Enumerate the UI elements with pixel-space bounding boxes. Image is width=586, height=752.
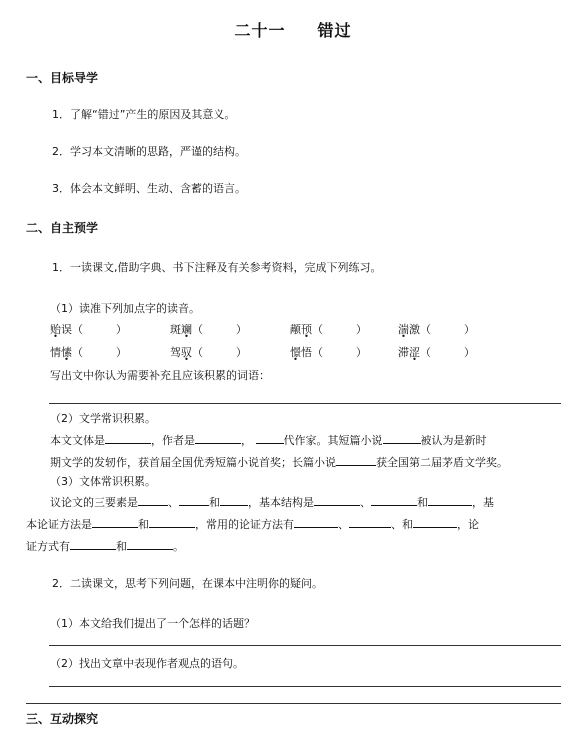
- pinyin-item: 憬悟（ ）: [290, 346, 367, 359]
- sub-question-pronunciation: （1）读准下列加点字的读音。: [50, 302, 200, 315]
- goal-item: 1．了解“错过”产生的原因及其意义。: [52, 108, 236, 121]
- section-heading-goals: 一、目标导学: [26, 71, 99, 85]
- answer-blank[interactable]: （ ）: [192, 346, 247, 359]
- task-2: 2．二读课文，思考下列问题，在课本中注明你的疑问。: [52, 577, 323, 590]
- answer-blank[interactable]: （ ）: [72, 323, 127, 336]
- dotted-char: 涩: [409, 346, 420, 359]
- literature-line-1: 本文文体是 ，作者是 ， 代作家。其短篇小说 被认为是新时: [50, 434, 487, 447]
- answer-blank[interactable]: （ ）: [420, 346, 475, 359]
- fill-blank[interactable]: [195, 432, 241, 444]
- pinyin-item: 贻误（ ）: [50, 323, 127, 336]
- genre-line-3: 证方式有 和 。: [26, 540, 184, 553]
- section-divider: [26, 703, 561, 704]
- sub-question-genre: （3）文体常识积累。: [50, 475, 156, 488]
- answer-line[interactable]: [49, 645, 561, 646]
- pinyin-item: 颟顸（ ）: [290, 323, 367, 336]
- title-text: 错过: [317, 21, 352, 40]
- pinyin-item: 斑斓（ ）: [170, 323, 247, 336]
- fill-blank[interactable]: [336, 454, 376, 466]
- answer-blank[interactable]: （ ）: [312, 346, 367, 359]
- sub-question-literature: （2）文学常识积累。: [50, 412, 156, 425]
- title-number: 二十一: [234, 21, 286, 40]
- pinyin-item: 湍激（ ）: [398, 323, 475, 336]
- genre-line-1: 议论文的三要素是 、 和 ，基本结构是 、 和 ，基: [50, 496, 494, 509]
- genre-line-2: 本论证方法是 和 ，常用的论证方法有 、 、和 ，论: [26, 518, 479, 531]
- literature-line-2: 期文学的发轫作，获首届全国优秀短篇小说首奖；长篇小说 获全国第二届茅盾文学奖。: [50, 456, 508, 469]
- answer-blank[interactable]: （ ）: [192, 323, 247, 336]
- dotted-char: 斓: [181, 323, 192, 336]
- pinyin-item: 驾驭（ ）: [170, 346, 247, 359]
- fill-blank[interactable]: [149, 516, 195, 528]
- answer-line[interactable]: [49, 686, 561, 687]
- fill-blank[interactable]: [105, 432, 151, 444]
- answer-line[interactable]: [49, 403, 561, 404]
- fill-blank[interactable]: [428, 494, 472, 506]
- fill-blank[interactable]: [220, 494, 248, 506]
- fill-blank[interactable]: [294, 516, 338, 528]
- dotted-char: 顸: [301, 323, 312, 336]
- section-heading-inquiry: 三、互动探究: [26, 712, 99, 726]
- fill-blank[interactable]: [70, 538, 116, 550]
- question-topic: （1）本文给我们提出了一个怎样的话题？: [50, 617, 255, 630]
- pinyin-item: 情愫（ ）: [50, 346, 127, 359]
- fill-blank[interactable]: [383, 432, 421, 444]
- fill-blank[interactable]: [127, 538, 173, 550]
- dotted-char: 驭: [181, 346, 192, 359]
- page-title: [0, 18, 586, 41]
- dotted-char: 贻: [50, 323, 61, 336]
- section-heading-preview: 二、自主预学: [26, 221, 99, 235]
- vocabulary-prompt: 写出文中你认为需要补充且应该积累的词语：: [50, 369, 270, 382]
- answer-blank[interactable]: （ ）: [312, 323, 367, 336]
- fill-blank[interactable]: [349, 516, 391, 528]
- fill-blank[interactable]: [179, 494, 209, 506]
- question-viewpoint: （2）找出文章中表现作者观点的语句。: [50, 657, 244, 670]
- task-1: 1．一读课文,借助字典、书下注释及有关参考资料，完成下列练习。: [52, 261, 382, 274]
- fill-blank[interactable]: [371, 494, 417, 506]
- answer-blank[interactable]: （ ）: [72, 346, 127, 359]
- dotted-char: 愫: [61, 346, 72, 359]
- fill-blank[interactable]: [256, 432, 284, 444]
- fill-blank[interactable]: [138, 494, 168, 506]
- pinyin-item: 滞涩（ ）: [398, 346, 475, 359]
- dotted-char: 湍: [398, 323, 409, 336]
- fill-blank[interactable]: [413, 516, 457, 528]
- fill-blank[interactable]: [314, 494, 360, 506]
- goal-item: 2．学习本文清晰的思路，严谨的结构。: [52, 145, 246, 158]
- fill-blank[interactable]: [92, 516, 138, 528]
- dotted-char: 憬: [290, 346, 301, 359]
- goal-item: 3．体会本文鲜明、生动、含蓄的语言。: [52, 182, 246, 195]
- answer-blank[interactable]: （ ）: [420, 323, 475, 336]
